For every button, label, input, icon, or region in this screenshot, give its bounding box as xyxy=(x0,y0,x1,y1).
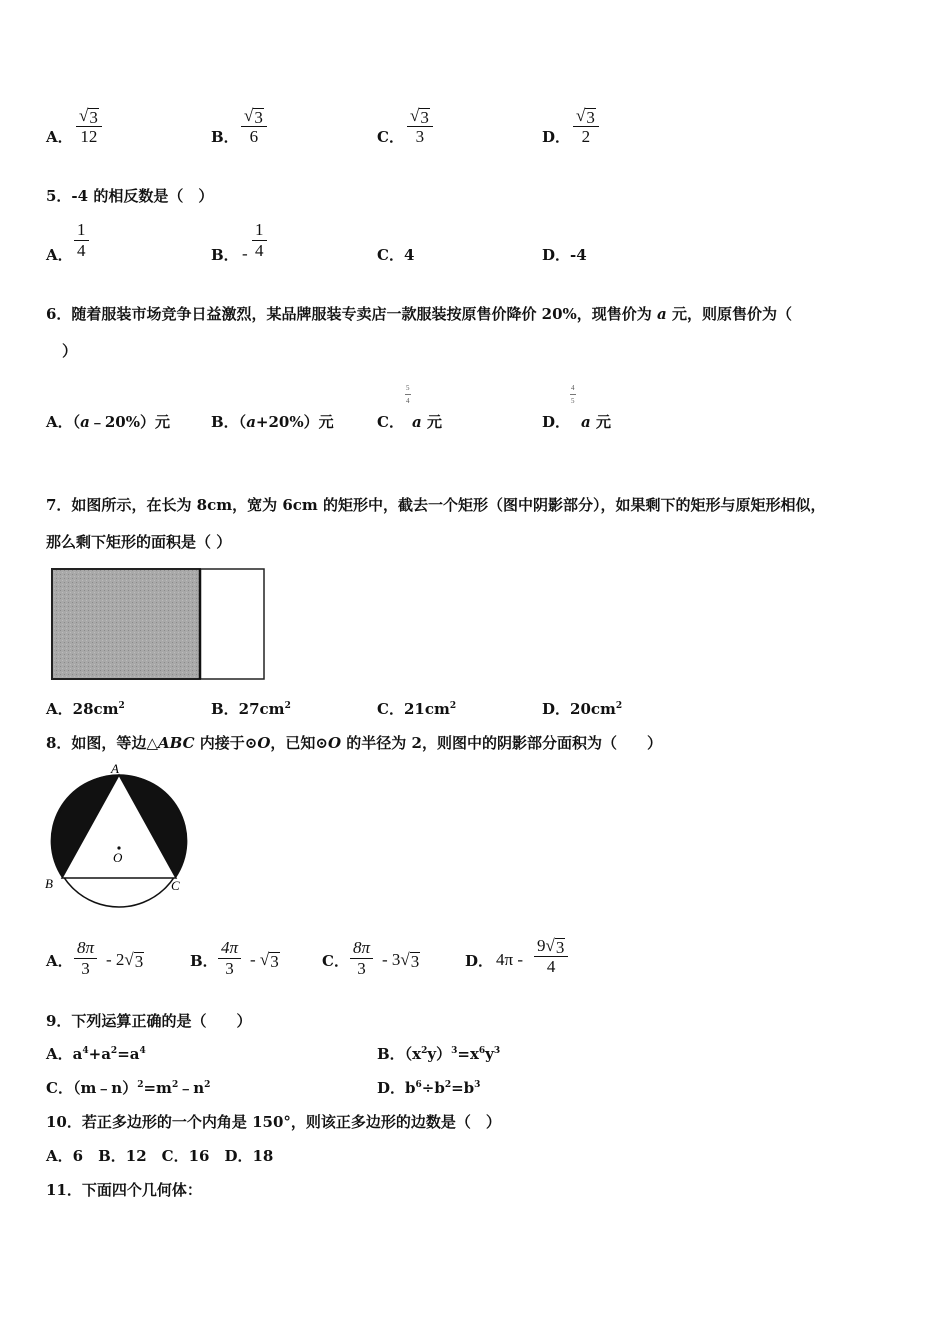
q7-option-c: C．$21cm^2$ xyxy=(377,700,457,718)
q5-stem: 5．-4 的相反数是（ ） xyxy=(46,187,214,205)
q8-option-c-label: C． xyxy=(322,952,349,970)
q6-option-d-frac-num: 4 xyxy=(571,384,575,392)
q8-option-a-fraction: 8π 3 xyxy=(74,938,97,979)
q9-option-d: D．$b^6\div b^2=b^3$ xyxy=(377,1079,481,1097)
q9-stem: 9．下列运算正确的是（ ） xyxy=(46,1012,252,1030)
q5-option-c: C．4 xyxy=(377,246,415,264)
q8-option-c-fraction: 8π 3 xyxy=(350,938,373,979)
q6-option-d-frac-den: 5 xyxy=(571,397,575,405)
q5-option-a-fraction: 1 4 xyxy=(74,220,89,261)
q6-stem: 6．随着服装市场竞争日益激烈，某品牌服装专卖店一款服装按原售价降价 20%，现售价为 a 元，则原售价为（ xyxy=(46,305,792,323)
q6-option-a: A．（a﹣20%）元 xyxy=(46,413,171,431)
q8-option-b-fraction: 4π 3 xyxy=(218,938,241,979)
q8-label-b: B xyxy=(45,876,53,891)
q6-option-c-frac-den: 4 xyxy=(406,397,410,405)
q11-stem: 11．下面四个几何体： xyxy=(46,1181,202,1199)
q6-option-b: B．（a+20%）元 xyxy=(211,413,334,431)
q7-rectangle-figure xyxy=(48,566,273,684)
q8-option-d-lead: 4π - xyxy=(496,950,523,969)
q6-option-c-value: a 元 xyxy=(412,413,442,431)
q6-stem-line2: ） xyxy=(62,342,78,360)
q7-option-d: D．$20cm^2$ xyxy=(542,700,623,718)
q6-option-c-frac-bar xyxy=(405,394,411,395)
q8-option-a-label: A． xyxy=(46,952,73,970)
q5-option-a-label: A． xyxy=(46,246,73,264)
q4-option-c-label: C． xyxy=(377,128,404,146)
q8-option-d-label: D． xyxy=(465,952,494,970)
q10-stem: 10．若正多边形的一个内角是 150°，则该正多边形的边数是（ ） xyxy=(46,1113,501,1131)
q4-option-b-fraction: √ 3 6 xyxy=(241,106,267,147)
q5-option-b-minus: - xyxy=(242,244,248,263)
q8-option-a-tail: - 2 √ 3 xyxy=(106,950,144,971)
q7-remaining-rect xyxy=(200,569,264,679)
q9-option-a: A．$a^4+a^2=a^4$ xyxy=(46,1045,146,1063)
q4-option-c-fraction: √ 3 3 xyxy=(407,106,433,147)
q4-option-d-fraction: √ 3 2 xyxy=(573,106,599,147)
q7-stem: 7．如图所示，在长为 8cm，宽为 6cm 的矩形中，截去一个矩形（图中阴影部分），如果剩下的矩形与原矩形相似， xyxy=(46,496,826,514)
q7-shaded-rect xyxy=(52,569,200,679)
q10-options: A．6 B．12 C．16 D．18 xyxy=(46,1147,274,1165)
q6-option-d-value: a 元 xyxy=(581,413,611,431)
q9-option-b: B．$(x^2y)^3=x^6y^3$ xyxy=(377,1045,501,1063)
q9-option-c: C．$(m﹣n)^2=m^2﹣n^2$ xyxy=(46,1079,211,1097)
q8-option-b-tail: - √ 3 xyxy=(250,950,279,971)
q8-stem: 8．如图，等边△ABC 内接于⊙O，已知⊙O 的半径为 2，则图中的阴影部分面积为（ ） xyxy=(46,734,662,752)
q8-option-b-label: B． xyxy=(190,952,218,970)
q8-circle-figure xyxy=(42,762,192,914)
q6-option-d-frac-bar xyxy=(570,394,576,395)
q5-option-b-fraction: 1 4 xyxy=(252,220,267,261)
q8-option-d-fraction: 9 √ 3 4 xyxy=(534,936,568,977)
q4-option-a-label: A． xyxy=(46,128,73,146)
q7-stem-line2: 那么剩下矩形的面积是（ ） xyxy=(46,533,232,551)
q6-option-c-label: C． xyxy=(377,413,404,431)
q4-option-a-fraction: √ 3 12 xyxy=(76,106,102,147)
q8-option-c-tail: - 3 √ 3 xyxy=(382,950,420,971)
q8-label-c: C xyxy=(171,878,180,893)
q5-option-d: D．-4 xyxy=(542,246,587,264)
q8-label-a: A xyxy=(111,762,119,776)
q4-option-b-label: B． xyxy=(211,128,239,146)
q8-label-o: O xyxy=(113,850,123,865)
q5-option-b-label: B． xyxy=(211,246,239,264)
q6-option-d-label: D． xyxy=(542,413,571,431)
q6-option-c-frac-num: 5 xyxy=(406,384,410,392)
q4-option-d-label: D． xyxy=(542,128,571,146)
q7-option-b: B．$27cm^2$ xyxy=(211,700,291,718)
q7-option-a: A．$28cm^2$ xyxy=(46,700,125,718)
